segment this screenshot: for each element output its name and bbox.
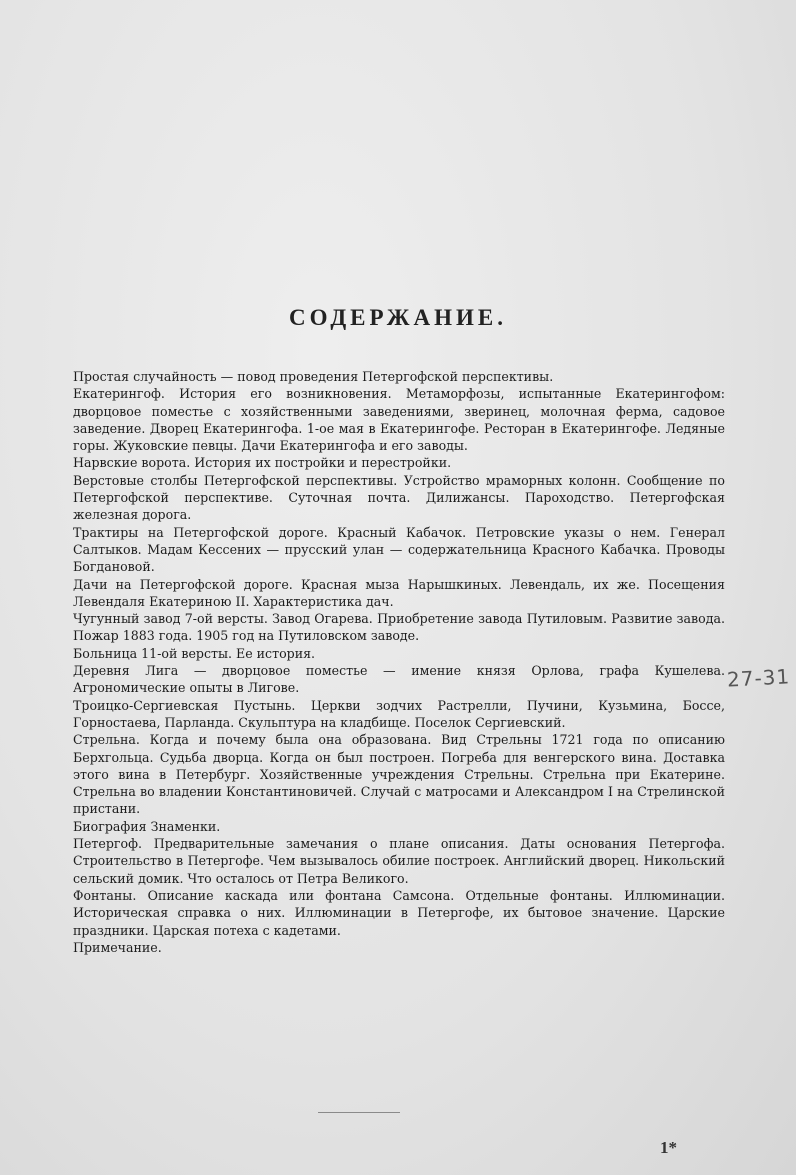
toc-entry: Деревня Лига — дворцовое поместье — имение князя Орлова, графа Кушелева. Агрономические опыты в Лигове. [73,663,725,696]
toc-entry: Биография Знаменки. [73,818,221,834]
toc-entry: Примечание. [73,939,162,955]
toc-entry: Троицко-Сергиевская Пустынь. Церкви зодчих Растрелли, Пучини, Кузьмина, Боссе, Горностаева, Парланда. Скульптура на кладбище. Поселок Сергиевский. [73,697,725,730]
toc-entry: Трактиры на Петергофской дороге. Красный Кабачок. Петровские указы о нем. Генерал Салтыков. Мадам Кессених — прусский улан — содержательница Красного Кабачка. Проводы Богдановой. [73,524,725,575]
toc-entry: Екатерингоф. История его возникновения. Метаморфозы, испытанные Екатерингофом: дворцовое поместье с хозяйственными заведениями, зверинец, молочная ферма, садовое заведение. Дворец Екатерингофа. 1-ое мая в Екатерингофе. Ресторан в Екатерингофе. Ледяные горы. Жуковские певцы. Дачи Екатерингофа и его заводы. [73,386,725,454]
toc-entry: Петергоф. Предварительные замечания о плане описания. Даты основания Петергофа. Строительство в Петергофе. Чем вызывалось обилие построек. Английский дворец. Никольский сельский домик. Что осталось от Петра Великого. [73,836,725,886]
toc-entry: Нарвские ворота. История их постройки и перестройки. [73,455,452,471]
toc-entry: Верстовые столбы Петергофской перспективы. Устройство мраморных колонн. Сообщение по Петергофской перспективе. Суточная почта. Дилижансы. Пароходство. Петергофская железная дорога. [73,472,725,523]
page-title: СОДЕРЖАНИЕ. [289,305,507,330]
toc-entry: Фонтаны. Описание каскада или фонтана Самсона. Отдельные фонтаны. Иллюминации. Историческая справка о них. Иллюминации в Петергофе, их бытовое значение. Царские праздники. Царская потеха с кадетами. [73,887,725,938]
table-of-contents [73,368,725,956]
page-number: 1* [660,1138,677,1157]
toc-entry: Простая случайность — повод проведения Петергофской перспективы. [73,369,554,384]
handwritten-margin-note: 27-31 [726,664,791,692]
toc-entry: Чугунный завод 7-ой версты. Завод Огарева. Приобретение завода Путиловым. Развитие завода. Пожар 1883 года. 1905 год на Путиловском заводе. [73,611,725,644]
toc-entry: Больница 11-ой версты. Ее история. [73,645,316,661]
toc-entry: Стрельна. Когда и почему была она образована. Вид Стрельны 1721 года по описанию Берхгольца. Судьба дворца. Когда он был построен. Погреба для венгерского вина. Доставка этого вина в Петербург. Хозяйственные учреждения Стрельны. Стрельна при Екатерине. Стрельна во владении Константиновичей. Случай с матросами и Александром I на Стрелинской пристани. [73,732,725,817]
divider [318,1112,400,1113]
toc-entry: Дачи на Петергофской дороге. Красная мыза Нарышкиных. Левендаль, их же. Посещения Левендаля Екатериною II. Характеристика дач. [73,576,725,609]
